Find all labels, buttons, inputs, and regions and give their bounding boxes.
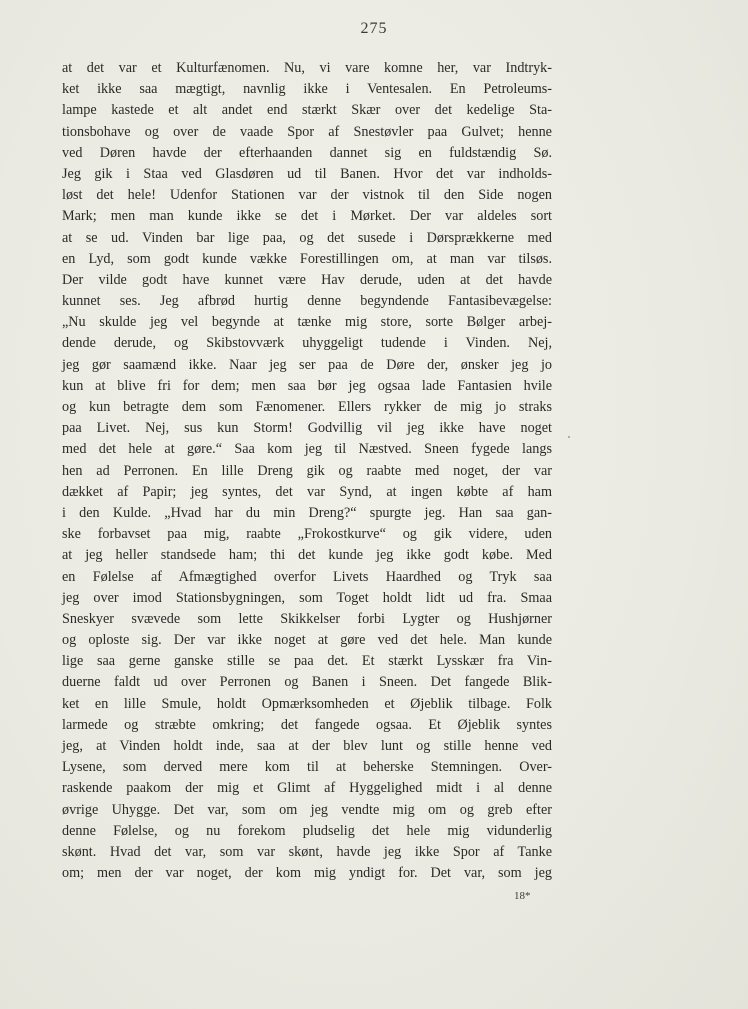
text-line: ske forbavset paa mig, raabte „Frokostkurve“ og gik videre, uden <box>62 526 552 543</box>
text-line: kun at blive fri for dem; men saa bør jeg ogsaa lade Fantasien hvile <box>62 377 552 394</box>
text-line: larmede og stræbte omkring; det fangede ogsaa. Et Øjeblik syntes <box>62 716 552 733</box>
text-line: lige saa gerne ganske stille se paa det. Et stærkt Lysskær fra Vin- <box>62 653 552 670</box>
text-line: Sneskyer svævede som lette Skikkelser forbi Lygter og Hushjørner <box>62 610 552 627</box>
text-line: øvrige Uhygge. Det var, som om jeg vendte mig om og greb efter <box>62 801 552 818</box>
text-line: i den Kulde. „Hvad har du min Dreng?“ spurgte jeg. Han saa gan- <box>62 504 552 521</box>
text-line: raskende paakom der mig et Glimt af Hyggelighed midt i al denne <box>62 780 552 797</box>
text-line: Der vilde godt have kunnet være Hav derude, uden at det havde <box>62 271 552 288</box>
text-line: skønt. Hvad det var, som var skønt, havde jeg ikke Spor af Tanke <box>62 843 552 860</box>
text-line: løst det hele! Udenfor Stationen var der vistnok til den Side nogen <box>62 187 552 204</box>
text-line: og kun betragte dem som Fænomener. Ellers rykker de mig jo straks <box>62 399 552 415</box>
text-line: jeg, at Vinden holdt inde, saa at der blev lunt og stille henne ved <box>62 738 552 754</box>
paper-speck <box>568 436 570 438</box>
text-line: kunnet ses. Jeg afbrød hurtig denne begyndende Fantasibevægelse: <box>62 293 552 310</box>
text-line: ket en lille Smule, holdt Opmærksomheden et Øjeblik tilbage. Folk <box>62 695 552 712</box>
text-line: tionsbohave og over de vaade Spor af Snestøvler paa Gulvet; henne <box>62 123 552 140</box>
text-line: hen ad Perronen. En lille Dreng gik og raabte med noget, der var <box>62 462 552 479</box>
text-line: paa Livet. Nej, sus kun Storm! Godvillig vil jeg ikke have noget <box>62 420 552 437</box>
text-line: ket ikke saa mægtigt, navnlig ikke i Ventesalen. En Petroleums- <box>62 81 552 98</box>
text-line: „Nu skulde jeg vel begynde at tænke mig store, sorte Bølger arbej- <box>62 314 552 331</box>
body-text <box>62 58 552 884</box>
text-line: ved Døren havde der efterhaanden dannet sig en fuldstændig Sø. <box>62 144 552 161</box>
text-line: denne Følelse, og nu forekom pludselig det hele mig vidunderlig <box>62 822 552 839</box>
text-line: om; men der var noget, der kom mig yndigt for. Det var, som jeg <box>62 865 552 882</box>
text-line: Lysene, som derved mere kom til at beherske Stemningen. Over- <box>62 759 552 776</box>
text-line: at se ud. Vinden bar lige paa, og det susede i Dørsprækkerne med <box>62 229 552 246</box>
text-line: dende derude, og Skibstovværk uhyggeligt tudende i Vinden. Nej, <box>62 335 552 352</box>
signature-mark: 18* <box>514 890 531 902</box>
text-line: dækket af Papir; jeg syntes, det var Synd, at ingen købte af ham <box>62 483 552 500</box>
text-line: jeg over imod Stationsbygningen, som Toget holdt lidt ud fra. Smaa <box>62 589 552 606</box>
text-line: med det hele at gøre.“ Saa kom jeg til Næstved. Sneen fygede langs <box>62 441 552 458</box>
text-line: en Lyd, som godt kunde vække Forestillingen om, at man var tilsøs. <box>62 250 552 267</box>
text-line: at det var et Kulturfænomen. Nu, vi vare komne her, var Indtryk- <box>62 60 552 76</box>
text-line: Jeg gik i Staa ved Glasdøren ud til Banen. Hvor det var indholds- <box>62 165 552 182</box>
page-number: 275 <box>360 20 388 37</box>
text-line: duerne faldt ud over Perronen og Banen i Sneen. Det fangede Blik- <box>62 674 552 691</box>
text-line: lampe kastede et alt andet end stærkt Skær over det kedelige Sta- <box>62 102 552 119</box>
text-line: jeg gør saamænd ikke. Naar jeg ser paa de Døre der, ønsker jeg jo <box>62 356 552 373</box>
text-line: Mark; men man kunde ikke se det i Mørket. Der var aldeles sort <box>62 208 552 225</box>
text-line: at jeg heller standsede ham; thi det kunde jeg ikke godt købe. Med <box>62 547 552 564</box>
text-line: og oploste sig. Der var ikke noget at gøre ved det hele. Man kunde <box>62 632 552 649</box>
text-line: en Følelse af Afmægtighed overfor Livets Haardhed og Tryk saa <box>62 568 552 585</box>
